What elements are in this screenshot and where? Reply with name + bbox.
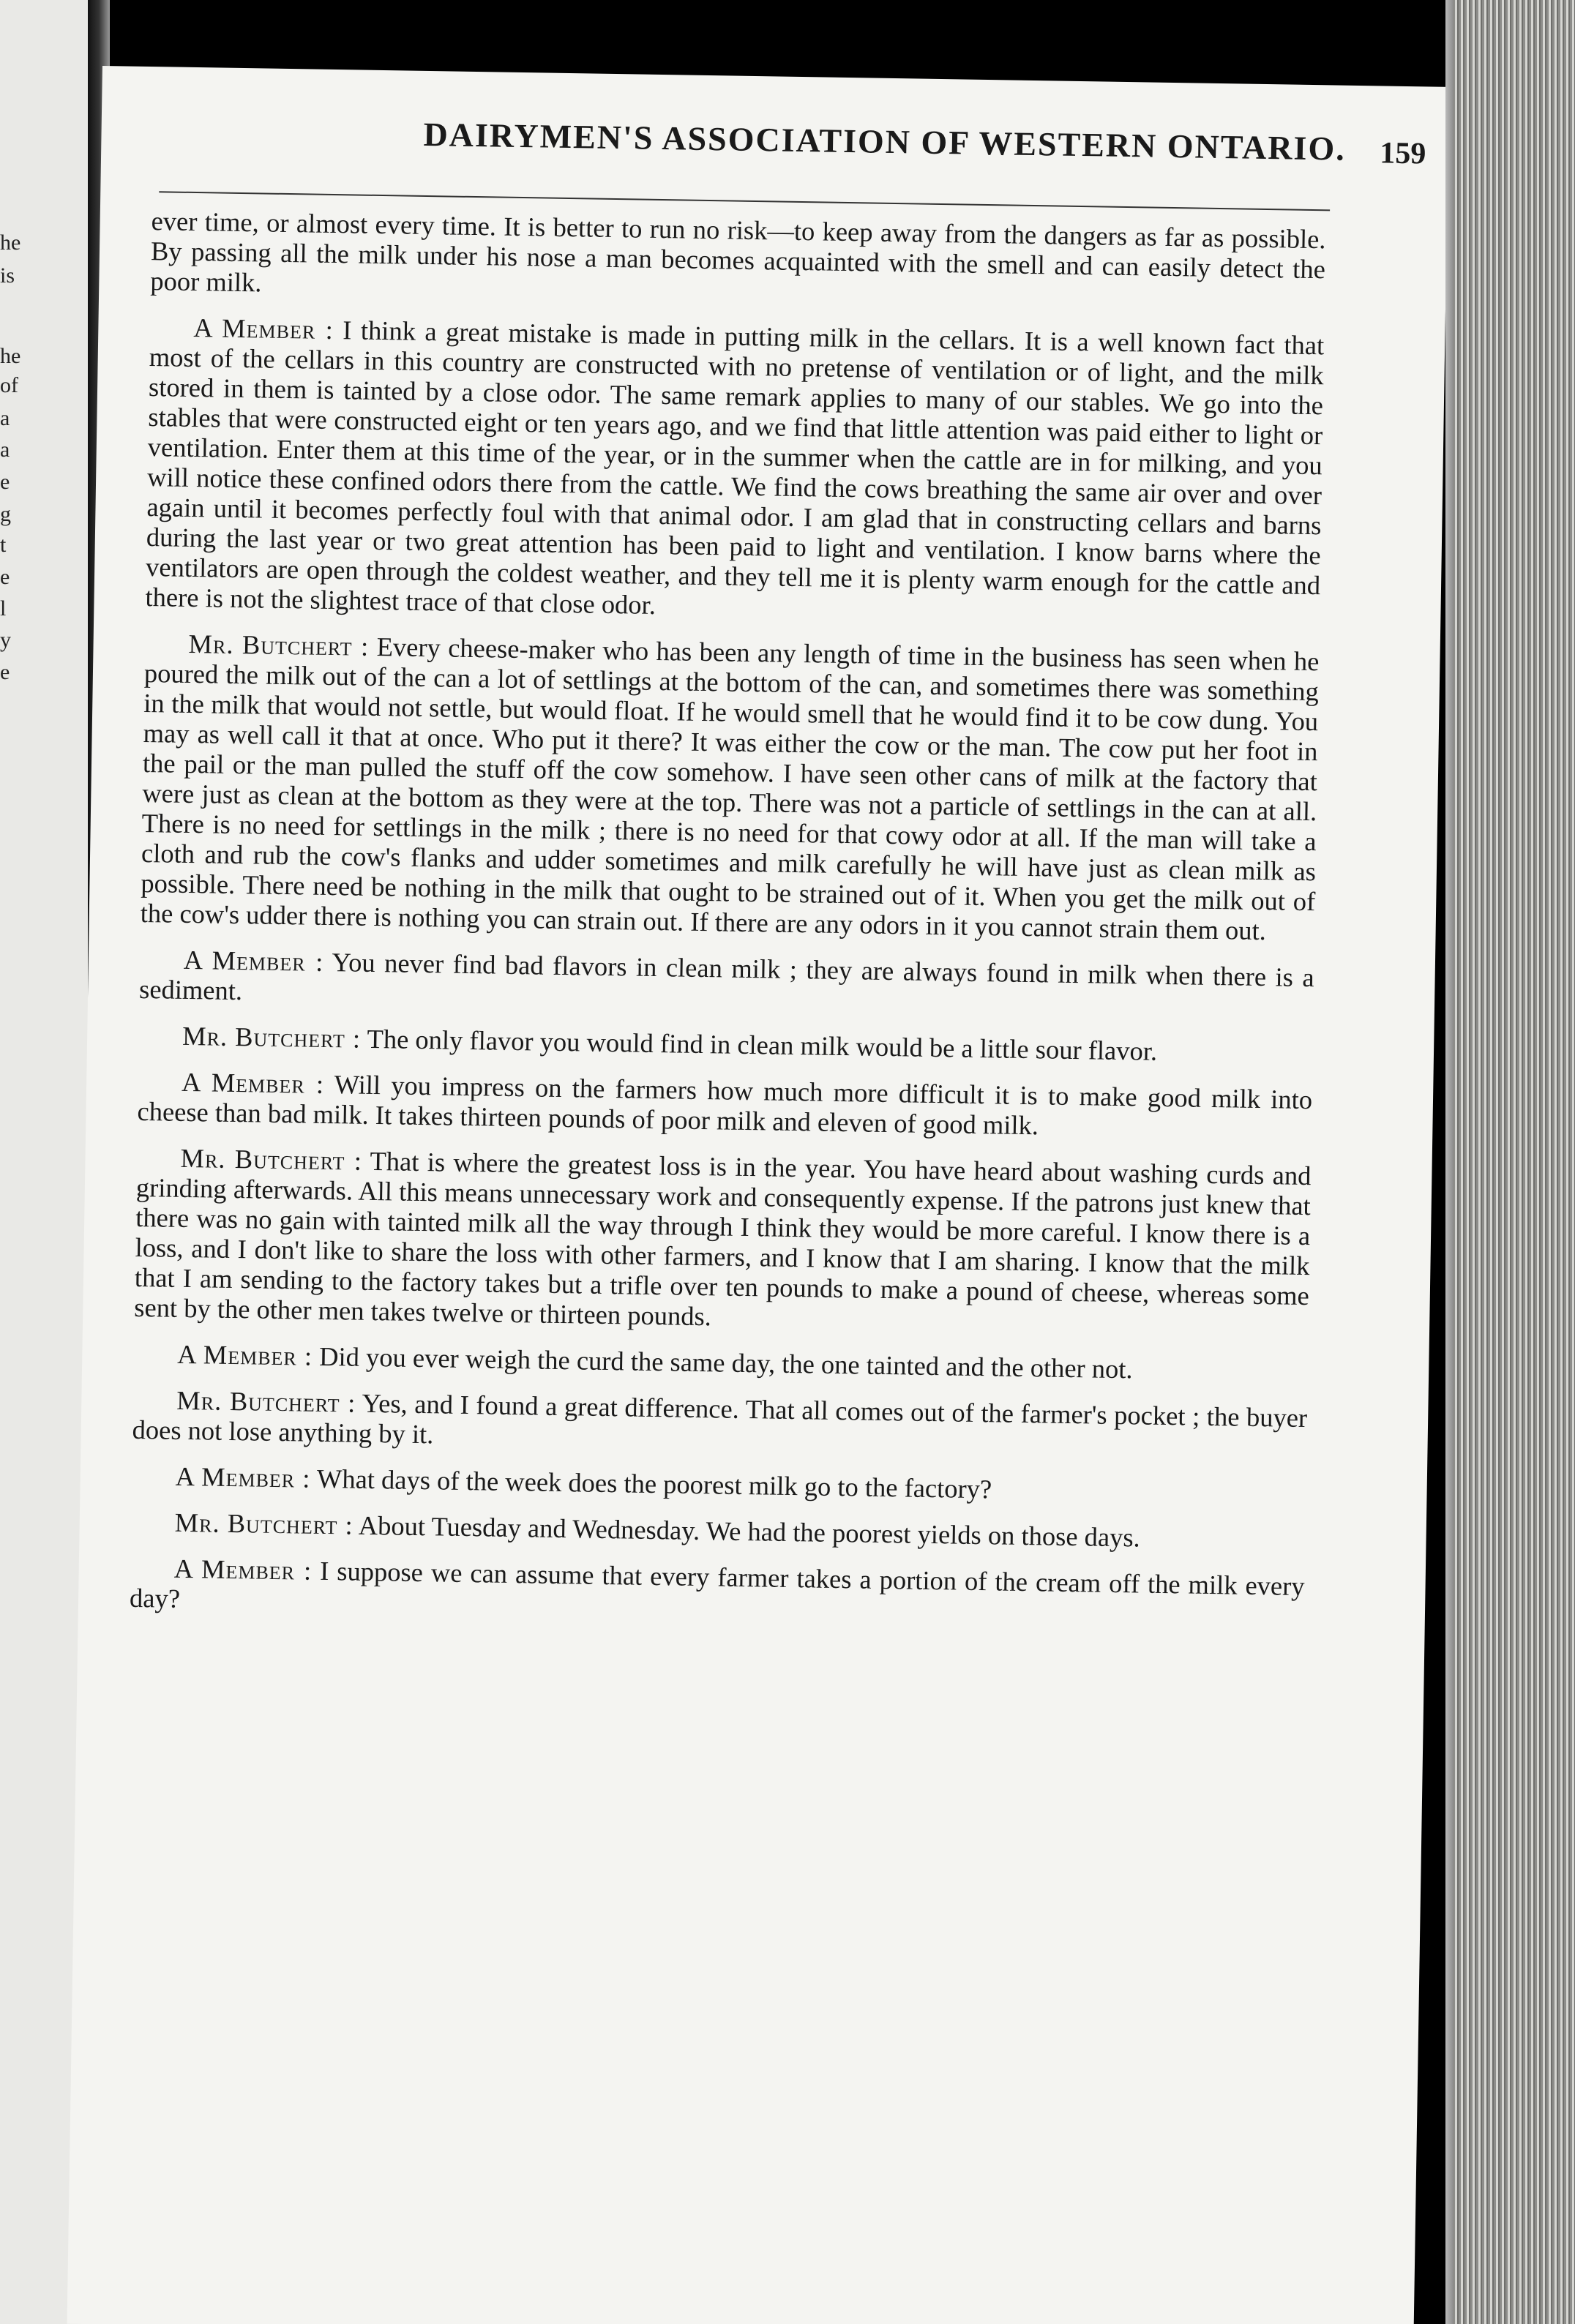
paragraph-text: Yes, and I found a great difference. That all comes out of the farmer's pocket ; the buyer does not lose anything by it. [132, 1387, 1308, 1450]
paragraph [141, 628, 1320, 946]
page-body [129, 206, 1325, 1647]
paragraph-text: Will you impress on the farmers how much more difficult it is to make good milk into cheese than bad milk. It takes thirteen pounds of poor milk and eleven of good milk. [137, 1069, 1313, 1141]
paragraph [130, 1507, 1305, 1555]
paragraph [139, 944, 1314, 1022]
paragraph [130, 1553, 1305, 1631]
paragraph [133, 1338, 1308, 1387]
paragraph-text: The only flavor you would find in clean milk would be a little sour flavor. [367, 1023, 1158, 1066]
facing-page-fragment: e [0, 660, 10, 684]
speaker-name: A Member : [175, 1461, 311, 1493]
paragraph-text: That is where the greatest loss is in the year. You have heard about washing curds and grinding afterwards. All this means unnecessary work and consequently expense. If the patrons just knew that there was no gain with tainted milk all the way through I think they would be more careful. I know there is a loss, and I don't like to share the loss with other farmers, and I know that I am sharing. I know that the milk that I am sending to the factory takes but a trifle over ten pounds to make a pound of cheese, whereas some sent by the other men takes twelve or thirteen pounds. [134, 1145, 1312, 1332]
speaker-name: Mr. Butchert : [182, 1020, 362, 1054]
speaker-name: A Member : [183, 944, 324, 977]
facing-page-fragment: of [0, 373, 18, 397]
paragraph-text: What days of the week does the poorest milk go to the factory? [316, 1463, 992, 1504]
paragraph-text: ever time, or almost every time. It is better to run no risk—to keep away from the dangers as far as possible. By passing all the milk under his nose a man becomes acquainted with the smell and can easily detect the poor milk. [150, 206, 1326, 298]
facing-page-fragment: e [0, 470, 10, 494]
speaker-name: Mr. Butchert : [188, 628, 370, 661]
paragraph [131, 1461, 1306, 1509]
paragraph-text: Did you ever weigh the curd the same day, the one tainted and the other not. [318, 1341, 1133, 1384]
speaker-name: A Member : [181, 1066, 325, 1099]
speaker-name: A Member : [177, 1338, 313, 1371]
facing-page-fragment: he [0, 230, 21, 255]
paragraph-text: Every cheese-maker who has been any length of time in the business has seen when he poured the milk out of the can a lot of settlings at the bottom of the can, and sometimes there was something in the milk that would not settle, but would float. If he would smell that he would find it to be cow dung. You may as well call it that at once. Who put it there? It was either the cow or the man. The cow put her foot in the pail or the man pulled the stuff off the cow somehow. I have seen other cans of milk at the factory that were just as clean at the bottom as they were at the top. There was not a particle of settlings in the can at all. There is no need for settlings in the milk ; there is no need for that cowy odor at all. If the man will take a cloth and rub the cow's flanks and udder sometimes and milk carefully he will have just as clean milk as possible. There need be nothing in the milk that ought to be strained out of it. When you get the milk out of the cow's udder there is nothing you can strain out. If there are any odors in it you cannot strain them out. [140, 631, 1320, 946]
running-title: DAIRYMEN'S ASSOCIATION OF WESTERN ONTARIO. [423, 115, 1347, 168]
paragraph [145, 312, 1324, 630]
facing-page-fragment: g [0, 502, 11, 526]
speaker-name: Mr. Butchert : [174, 1507, 354, 1540]
book-page [67, 66, 1449, 2324]
facing-page-fragment: a [0, 406, 10, 430]
facing-page-fragment: l [0, 596, 7, 621]
facing-page-fragment: is [0, 263, 15, 288]
facing-page-fragment: a [0, 438, 10, 462]
speaker-name: A Member : [173, 1553, 313, 1586]
paragraph [132, 1384, 1307, 1463]
page-number: 159 [1379, 136, 1426, 171]
facing-page-fragment: y [0, 628, 11, 652]
paragraph-text: You never find bad flavors in clean milk ; they are always found in milk when there is a sediment. [138, 947, 1314, 1006]
page-header [313, 113, 1426, 190]
facing-page-fragment: t [0, 533, 7, 557]
paragraph-text: I suppose we can assume that every farmer takes a portion of the cream off the milk every day? [129, 1555, 1305, 1613]
facing-page-fragment: e [0, 565, 10, 589]
paragraph [137, 1066, 1312, 1144]
speaker-name: Mr. Butchert : [176, 1384, 356, 1418]
paragraph-text: I think a great mistake is made in putting milk in the cellars. It is a well known fact that most of the cellars in this country are constructed with no pretense of ventilation or of light, and the milk stored in them is tainted by a close odor. The same remark applies to many of our stables. We go into the stables that were constructed eight or ten years ago, and we find that little attention was paid either to light or ventilation. Enter them at this time of the year, or in the summer when the cattle are in for milking, and you will notice these confined odors there from the cattle. We find the cows breathing the same air over and over again until it becomes perfectly foul with that animal odor. I am glad that in constructing cellars and barns during the last year or two great attention has been paid to light and ventilation. I know barns where the ventilators are open through the coldest weather, and they tell me it is plenty warm enough for the cattle and there is not the slightest trace of that close odor. [145, 315, 1325, 620]
page-stack-edges [1453, 0, 1575, 2324]
facing-page-fragment: he [0, 344, 21, 368]
paragraph [134, 1142, 1312, 1341]
paragraph-text: About Tuesday and Wednesday. We had the poorest yields on those days. [358, 1510, 1141, 1553]
speaker-name: A Member : [193, 312, 334, 345]
speaker-name: Mr. Butchert : [180, 1142, 363, 1176]
paragraph [150, 206, 1326, 314]
paragraph [138, 1020, 1313, 1068]
